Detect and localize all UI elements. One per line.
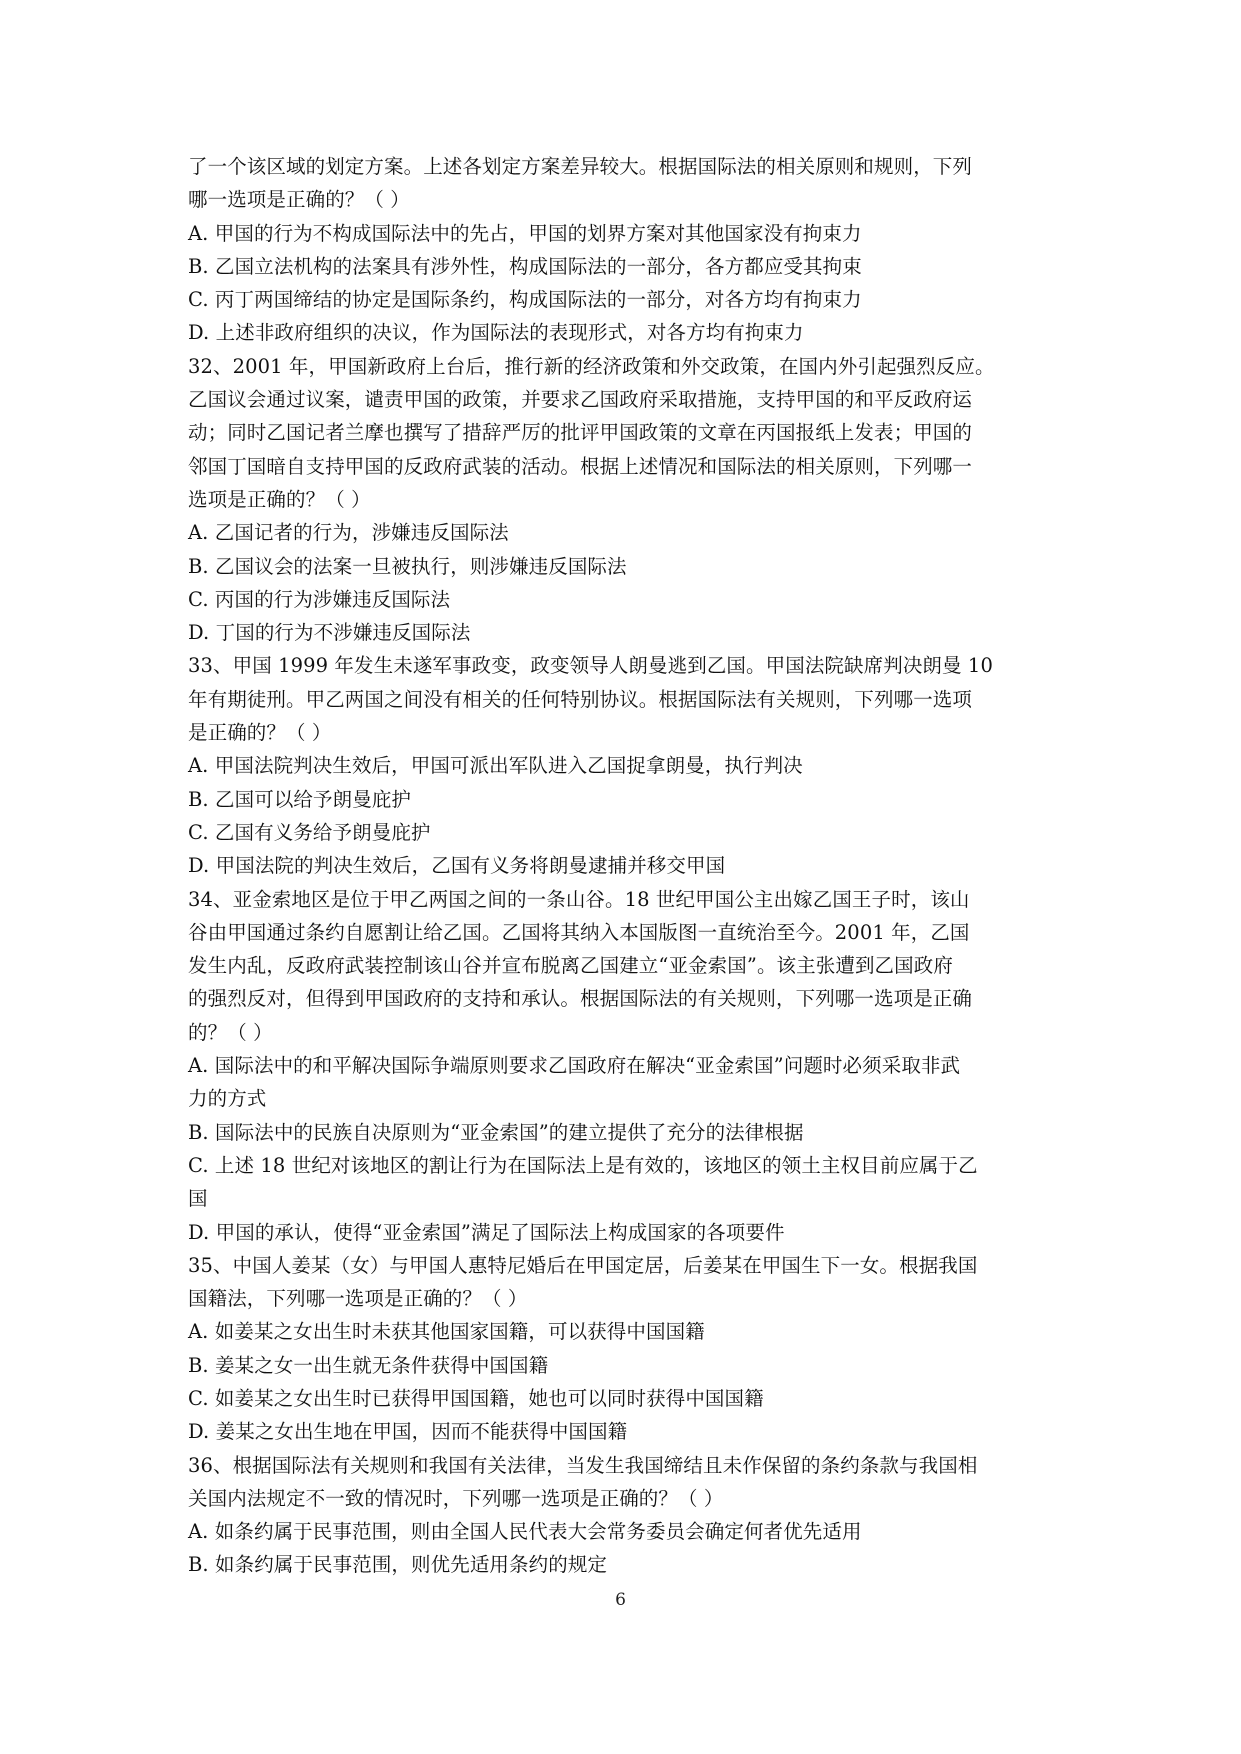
option-line: B. 国际法中的民族自决原则为“亚金索国”的建立提供了充分的法律根据 [188,1120,804,1144]
text-line: 动；同时乙国记者兰摩也撰写了措辞严厉的批评甲国政策的文章在丙国报纸上发表；甲国的 [188,421,973,445]
option-line: C. 如姜某之女出生时已获得甲国国籍，她也可以同时获得中国国籍 [188,1386,764,1410]
option-line: A. 如姜某之女出生时未获其他国家国籍，可以获得中国国籍 [188,1320,705,1344]
option-line: B. 乙国立法机构的法案具有涉外性，构成国际法的一部分，各方都应受其拘束 [188,254,862,278]
text-line: 选项是正确的？（ ） [188,487,371,511]
option-line: D. 姜某之女出生地在甲国，因而不能获得中国国籍 [188,1420,628,1444]
option-line: B. 乙国可以给予朗曼庇护 [188,787,412,811]
option-line: A. 乙国记者的行为，涉嫌违反国际法 [188,521,509,545]
text-line: 力的方式 [188,1087,267,1111]
option-line: D. 上述非政府组织的决议，作为国际法的表现形式，对各方均有拘束力 [188,321,804,345]
text-line: 国 [188,1187,208,1211]
option-line: C. 丙丁两国缔结的协定是国际条约，构成国际法的一部分，对各方均有拘束力 [188,288,862,312]
text-line: 了一个该区域的划定方案。上述各划定方案差异较大。根据国际法的相关原则和规则，下列 [188,155,973,178]
text-line: 发生内乱，反政府武装控制该山谷并宣布脱离乙国建立“亚金索国”。该主张遭到乙国政府 [188,954,953,978]
text-line: 哪一选项是正确的？（ ） [188,188,410,212]
text-line: 关国内法规定不一致的情况时，下列哪一选项是正确的？（ ） [188,1486,724,1510]
question-line: 34、亚金索地区是位于甲乙两国之间的一条山谷。18 世纪甲国公主出嫁乙国王子时，该山 [188,887,970,911]
text-line: 年有期徒刑。甲乙两国之间没有相关的任何特别协议。根据国际法有关规则，下列哪一选项 [188,687,973,711]
option-line: D. 甲国法院的判决生效后，乙国有义务将朗曼逮捕并移交甲国 [188,854,726,878]
option-line: D. 丁国的行为不涉嫌违反国际法 [188,621,471,645]
option-line: B. 乙国议会的法案一旦被执行，则涉嫌违反国际法 [188,554,627,578]
option-line: C. 上述 18 世纪对该地区的割让行为在国际法上是有效的，该地区的领土主权目前应属于乙 [188,1153,978,1177]
text-line: 邻国丁国暗自支持甲国的反政府武装的活动。根据上述情况和国际法的相关原则，下列哪一 [188,454,973,478]
option-line: B. 姜某之女一出生就无条件获得中国国籍 [188,1353,549,1377]
option-line: C. 乙国有义务给予朗曼庇护 [188,820,431,844]
page-body [188,150,1068,1582]
text-line: 国籍法，下列哪一选项是正确的？（ ） [188,1287,528,1311]
option-line: D. 甲国的承认，使得“亚金索国”满足了国际法上构成国家的各项要件 [188,1220,785,1244]
option-line: A. 如条约属于民事范围，则由全国人民代表大会常务委员会确定何者优先适用 [188,1520,862,1544]
page-number: 6 [615,1590,626,1610]
text-line: 是正确的？（ ） [188,721,332,745]
option-line: A. 甲国的行为不构成国际法中的先占，甲国的划界方案对其他国家没有拘束力 [188,221,862,245]
question-line: 36、根据国际法有关规则和我国有关法律，当发生我国缔结且未作保留的条约条款与我国相 [188,1453,978,1477]
text-line: 谷由甲国通过条约自愿割让给乙国。乙国将其纳入本国版图一直统治至今。2001 年，乙国 [188,920,970,944]
text-line: 乙国议会通过议案，谴责甲国的政策，并要求乙国政府采取措施，支持甲国的和平反政府运 [188,388,973,412]
question-line: 33、甲国 1999 年发生未遂军事政变，政变领导人朗曼逃到乙国。甲国法院缺席判决朗曼 10 [188,654,993,678]
text-line: 的强烈反对，但得到甲国政府的支持和承认。根据国际法的有关规则，下列哪一选项是正确 [188,987,973,1011]
option-line: C. 丙国的行为涉嫌违反国际法 [188,587,451,611]
option-line: B. 如条约属于民事范围，则优先适用条约的规定 [188,1553,608,1577]
question-line: 32、2001 年，甲国新政府上台后，推行新的经济政策和外交政策，在国内外引起强烈反应。 [188,354,995,378]
question-line: 35、中国人姜某（女）与甲国人惠特尼婚后在甲国定居，后姜某在甲国生下一女。根据我国 [188,1253,978,1277]
text-line: 的？（ ） [188,1020,273,1044]
option-line: A. 甲国法院判决生效后，甲国可派出军队进入乙国捉拿朗曼，执行判决 [188,754,803,778]
option-line: A. 国际法中的和平解决国际争端原则要求乙国政府在解决“亚金索国”问题时必须采取非武 [188,1054,961,1078]
